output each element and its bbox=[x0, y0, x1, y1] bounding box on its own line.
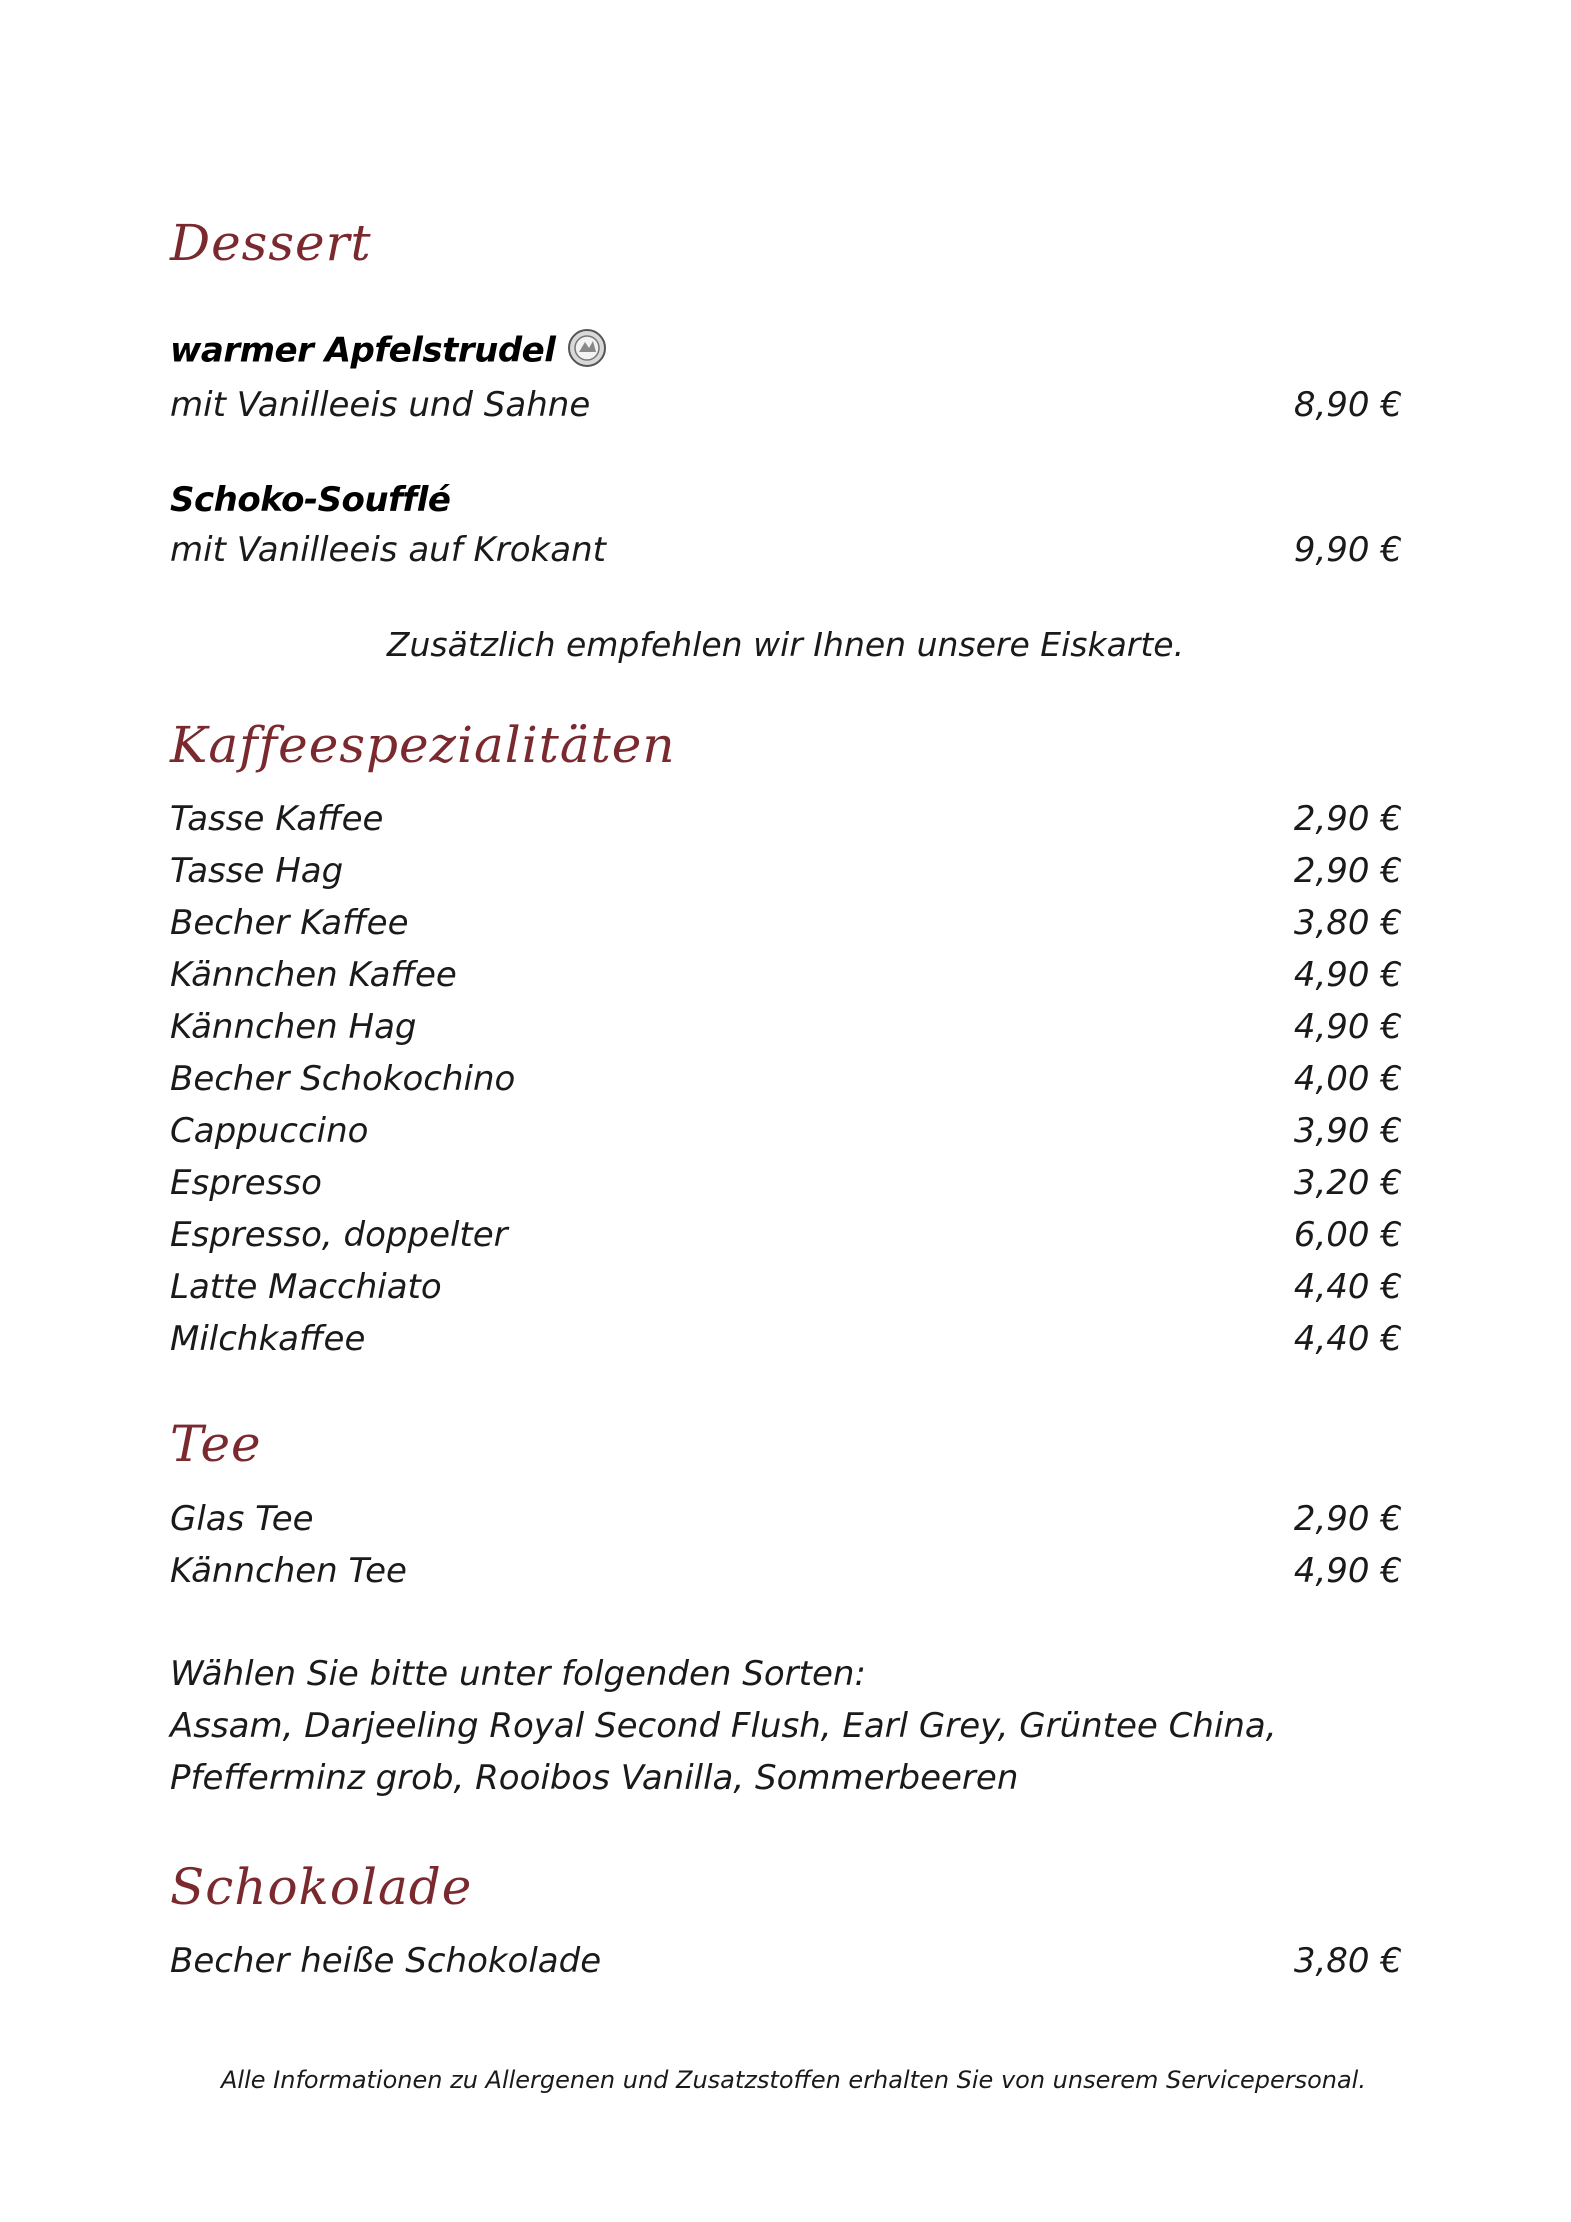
schokolade-item-price: 3,80 € bbox=[1293, 1941, 1402, 1981]
tee-sorts-line: Pfefferminz grob, Rooibos Vanilla, Sommerbeeren bbox=[170, 1758, 1019, 1798]
section-heading-kaffee: Kaffeespezialitäten bbox=[170, 716, 676, 774]
kaffee-item-row bbox=[170, 1317, 1402, 1361]
kaffee-item-name: Becher Kaffee bbox=[170, 903, 409, 943]
dessert-item-title bbox=[170, 332, 607, 372]
kaffee-item-price: 4,40 € bbox=[1293, 1319, 1402, 1359]
kaffee-item-price: 3,90 € bbox=[1293, 1111, 1402, 1151]
kaffee-item-row bbox=[170, 1213, 1402, 1257]
kaffee-item-name: Becher Schokochino bbox=[170, 1059, 516, 1099]
kaffee-item-row bbox=[170, 1109, 1402, 1153]
kaffee-item-name: Cappuccino bbox=[170, 1111, 369, 1151]
tee-sorts-line: Assam, Darjeeling Royal Second Flush, Earl Grey, Grüntee China, bbox=[170, 1706, 1277, 1746]
kaffee-item-name: Tasse Kaffee bbox=[170, 799, 384, 839]
dessert-item-description: mit Vanilleeis und Sahne bbox=[170, 385, 591, 425]
section-heading-tee: Tee bbox=[170, 1415, 262, 1473]
kaffee-item-price: 3,80 € bbox=[1293, 903, 1402, 943]
section-heading-dessert: Dessert bbox=[170, 214, 372, 272]
allergen-footer-note: Alle Informationen zu Allergenen und Zusatzstoffen erhalten Sie von unserem Servicepersonal. bbox=[221, 2066, 1366, 2094]
dessert-item-row bbox=[170, 383, 1402, 427]
tee-item-row bbox=[170, 1497, 1402, 1541]
dessert-item-price: 9,90 € bbox=[1293, 530, 1402, 570]
dessert-item-price: 8,90 € bbox=[1293, 385, 1402, 425]
kaffee-item-name: Latte Macchiato bbox=[170, 1267, 442, 1307]
kaffee-item-row bbox=[170, 849, 1402, 893]
tee-item-price: 2,90 € bbox=[1293, 1499, 1402, 1539]
dessert-note: Zusätzlich empfehlen wir Ihnen unsere Eiskarte. bbox=[386, 625, 1185, 664]
house-special-seal-icon bbox=[567, 328, 607, 368]
dessert-item-title-text: warmer Apfelstrudel bbox=[170, 330, 556, 371]
kaffee-item-name: Espresso bbox=[170, 1163, 322, 1203]
kaffee-item-row bbox=[170, 953, 1402, 997]
schokolade-item-row bbox=[170, 1939, 1402, 1983]
kaffee-item-price: 2,90 € bbox=[1293, 851, 1402, 891]
dessert-item-row bbox=[170, 528, 1402, 572]
tee-item-name: Kännchen Tee bbox=[170, 1551, 407, 1591]
kaffee-item-price: 4,90 € bbox=[1293, 1007, 1402, 1047]
section-heading-schokolade: Schokolade bbox=[170, 1858, 473, 1916]
kaffee-item-row bbox=[170, 1057, 1402, 1101]
tee-item-row bbox=[170, 1549, 1402, 1593]
dessert-item-title: Schoko-Soufflé bbox=[170, 480, 451, 520]
kaffee-item-price: 6,00 € bbox=[1293, 1215, 1402, 1255]
kaffee-item-row bbox=[170, 1005, 1402, 1049]
tee-item-name: Glas Tee bbox=[170, 1499, 314, 1539]
dessert-item-description: mit Vanilleeis auf Krokant bbox=[170, 530, 606, 570]
kaffee-item-price: 4,40 € bbox=[1293, 1267, 1402, 1307]
tee-sorts-intro: Wählen Sie bitte unter folgenden Sorten: bbox=[170, 1654, 866, 1694]
kaffee-item-name: Kännchen Hag bbox=[170, 1007, 417, 1047]
kaffee-item-price: 3,20 € bbox=[1293, 1163, 1402, 1203]
tee-item-price: 4,90 € bbox=[1293, 1551, 1402, 1591]
kaffee-item-row bbox=[170, 1265, 1402, 1309]
kaffee-item-name: Tasse Hag bbox=[170, 851, 344, 891]
kaffee-item-price: 4,00 € bbox=[1293, 1059, 1402, 1099]
kaffee-item-row bbox=[170, 797, 1402, 841]
kaffee-item-name: Kännchen Kaffee bbox=[170, 955, 457, 995]
schokolade-item-name: Becher heiße Schokolade bbox=[170, 1941, 602, 1981]
kaffee-item-price: 2,90 € bbox=[1293, 799, 1402, 839]
kaffee-item-name: Milchkaffee bbox=[170, 1319, 366, 1359]
kaffee-item-row bbox=[170, 901, 1402, 945]
kaffee-item-price: 4,90 € bbox=[1293, 955, 1402, 995]
kaffee-item-row bbox=[170, 1161, 1402, 1205]
kaffee-item-name: Espresso, doppelter bbox=[170, 1215, 508, 1255]
